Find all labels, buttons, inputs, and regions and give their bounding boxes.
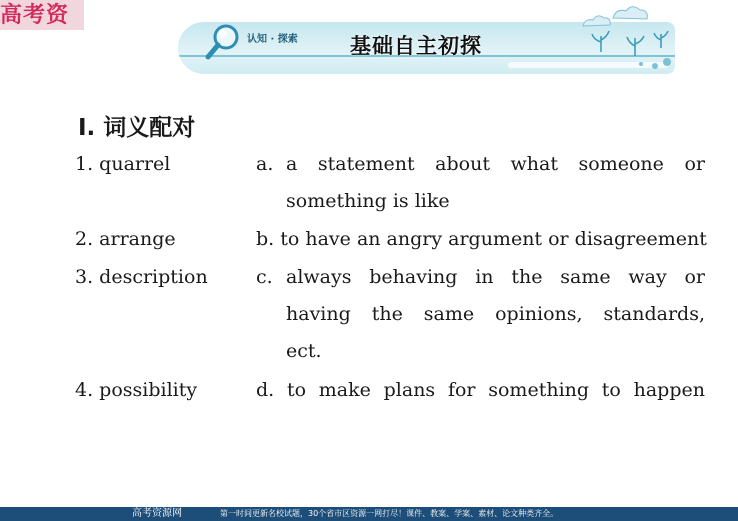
term-4: 4. possibility [75,379,198,401]
page-title: 基础自主初探 [350,34,482,58]
definition-label-c: c. [256,266,273,288]
definition-d [256,372,705,409]
magnifier-icon [204,22,244,62]
term-2: 2. arrange [75,228,176,250]
section-heading: Ⅰ. 词义配对 [78,115,196,141]
definition-b [256,221,705,258]
footer-brand: 高考资源网 [132,508,182,519]
definition-line: a statement about what someone or [286,153,705,175]
definition-line: ect. [286,340,322,362]
definition-line: having the same opinions, standards, [286,303,705,325]
definition-line: always behaving in the same way or [286,266,705,288]
term-1: 1. quarrel [75,153,171,175]
section-tag: 认知 · 探索 [247,34,298,45]
definition-line: d. to make plans for something to happen [256,379,705,401]
definition-label-a: a. [256,153,274,175]
footer-bar [0,507,738,521]
definition-line: something is like [286,190,450,212]
definition-c [286,259,705,370]
definition-a [286,146,705,220]
footer-slogan: 第一时间更新名校试题，30个省市区资源一网打尽！课件、教案、学案、素材、论文种类齐全。 [220,509,559,518]
term-3: 3. description [75,266,208,288]
definition-line: b. to have an angry argument or disagreement [256,228,707,250]
cloud-sprout-decoration-icon [575,4,685,76]
watermark-logo: 高考资 [0,0,84,30]
